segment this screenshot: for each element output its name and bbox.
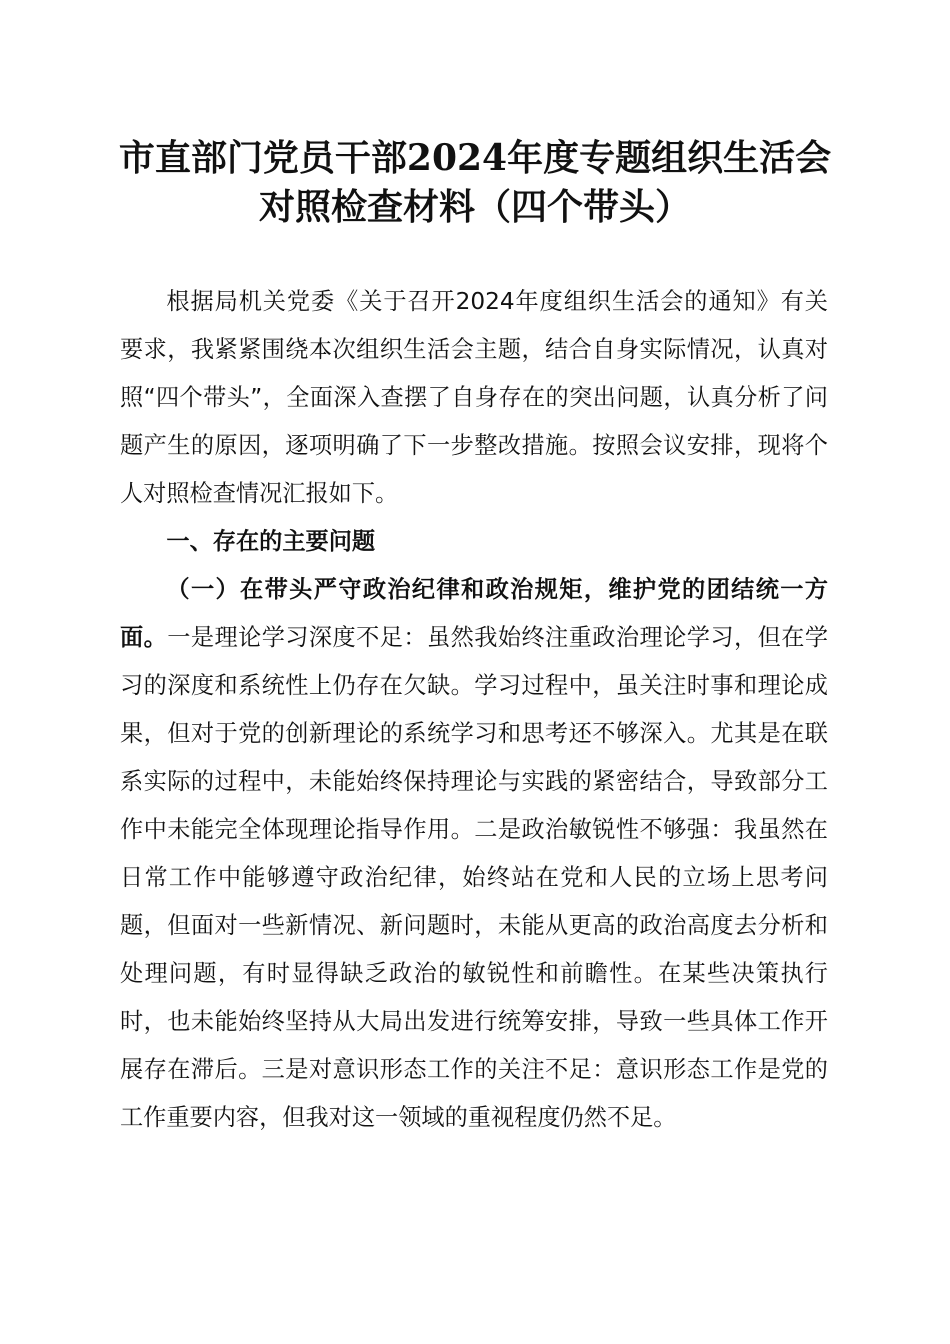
title-line-1: 市直部门党员干部2024年度专题组织生活会 [118,137,832,179]
title-line-2: 对照检查材料（四个带头） [258,186,691,228]
document-body [120,278,828,1142]
subsection-heading: （一）在带头严守政治纪律和政治规矩，维护党的团结统一方面。 [120,576,828,651]
subsection-body: 一是理论学习深度不足：虽然我始终注重政治理论学习，但在学习的深度和系统性上仍存在欠缺。学习过程中，虽关注时事和理论成果，但对于党的创新理论的系统学习和思考还不够深入。尤其是在联系实际的过程中，未能始终保持理论与实践的紧密结合，导致部分工作中未能完全体现理论指导作用。二是政治敏锐性不够强：我虽然在日常工作中能够遵守政治纪律，始终站在党和人民的立场上思考问题，但面对一些新情况、新问题时，未能从更高的政治高度去分析和处理问题，有时显得缺乏政治的敏锐性和前瞻性。在某些决策执行时，也未能始终坚持从大局出发进行统筹安排，导致一些具体工作开展存在滞后。三是对意识形态工作的关注不足：意识形态工作是党的工作重要内容，但我对这一领域的重视程度仍然不足。 [120,624,829,1131]
intro-paragraph: 根据局机关党委《关于召开2024年度组织生活会的通知》有关要求，我紧紧围绕本次组织生活会主题，结合自身实际情况，认真对照“四个带头”，全面深入查摆了自身存在的突出问题，认真分析了问题产生的原因，逐项明确了下一步整改措施。按照会议安排，现将个人对照检查情况汇报如下。 [120,288,828,507]
subsection-paragraph [120,566,828,1142]
document-title [100,134,850,232]
section-heading-problems: 一、存在的主要问题 [166,528,376,555]
